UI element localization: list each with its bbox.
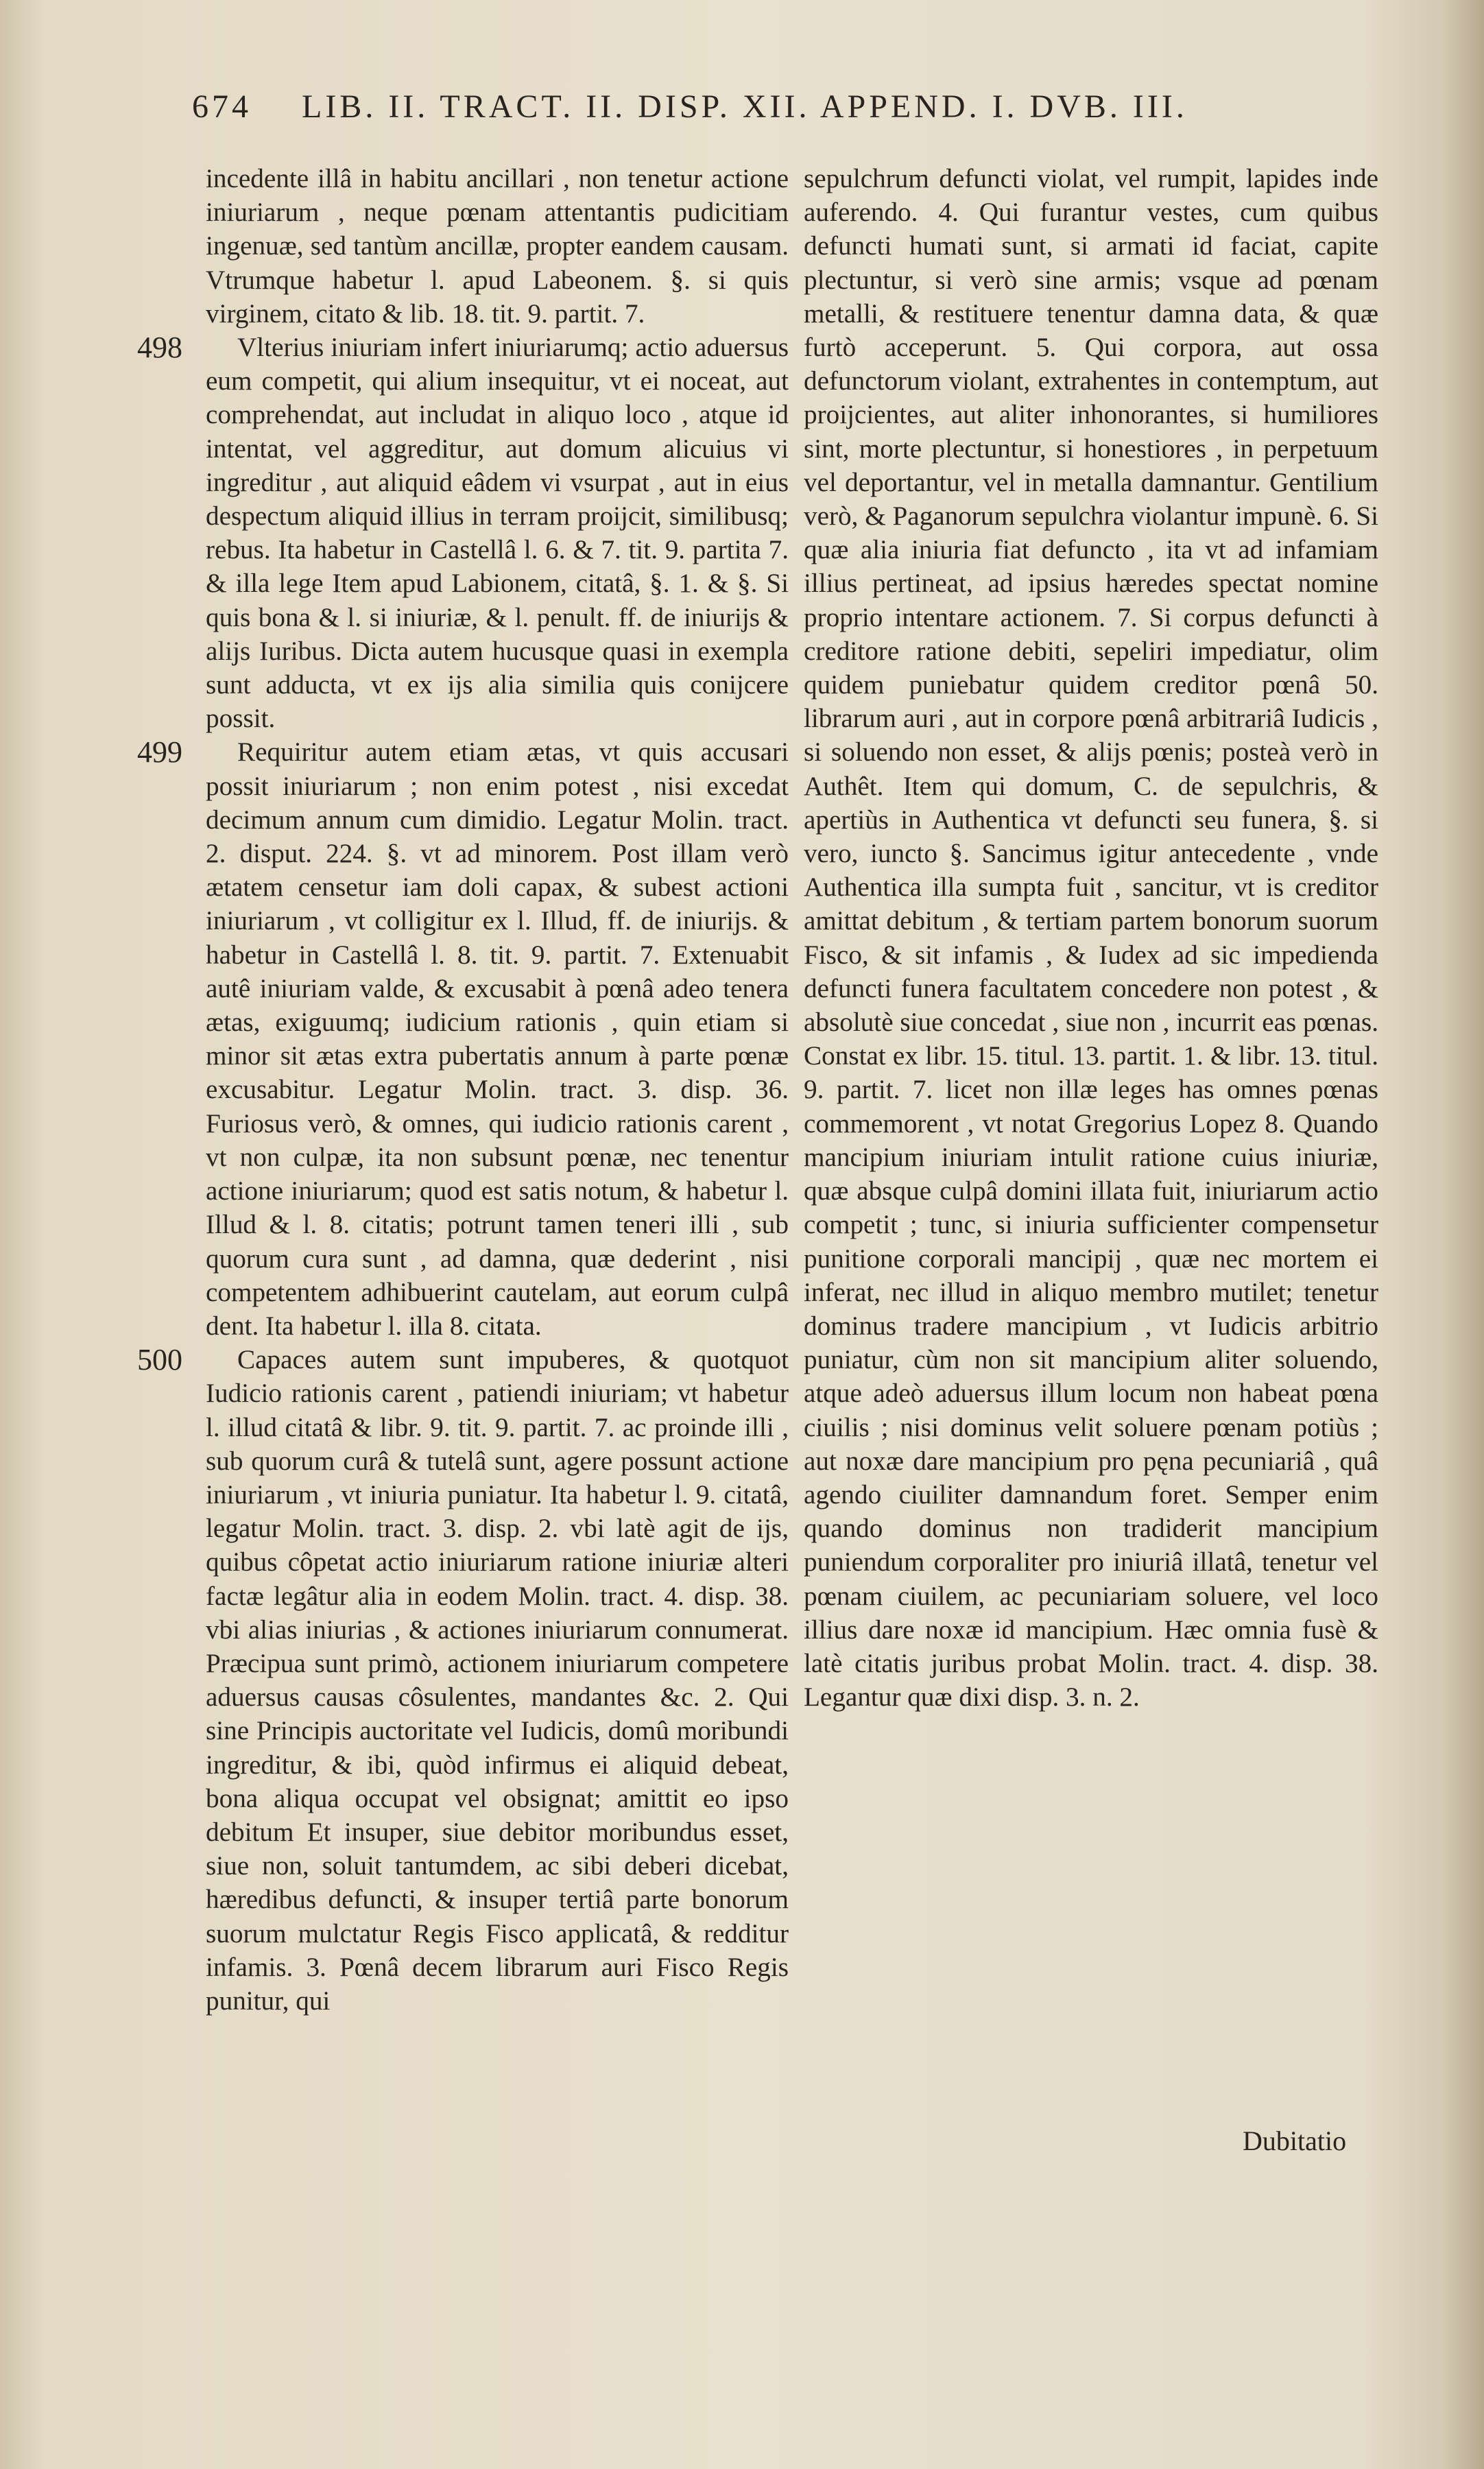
running-title: LIB. II. TRACT. II. DISP. XII. APPEND. I. DVB. III.: [302, 88, 1188, 125]
paragraph-continuation: [206, 162, 789, 331]
marginal-number: 499: [137, 735, 182, 770]
page-edge-shadow: [1443, 0, 1484, 2469]
paragraph-text: sepulchrum defuncti violat, vel rumpit, lapides inde auferendo. 4. Qui furantur vestes, cum quibus defuncti humati sunt, si armati id faciat, capite plectuntur, si verò sine armis; vsque ad pœnam metalli, & restituere tenentur damna data, & quæ furtò acceperunt. 5. Qui corpora, aut ossa defunctorum violant, extrahentes in contemptum, aut proijcientes, aut aliter inhonorantes, si humiliores sint, morte plectuntur, si honestiores , in perpetuum vel deportantur, vel in metalla damnantur. Gentilium verò, & Paganorum sepulchra violantur impunè. 6. Si quæ alia iniuria fiat defuncto , ita vt ad infamiam illius pertineat, ad ipsius hæredes spectat nomine proprio intentare actionem. 7. Si corpus defuncti à creditore ratione debiti, sepeliri impediatur, olim quidem puniebatur quidem creditor pœnâ 50. librarum auri , aut in corpore pœnâ arbitrariâ Iudicis , si soluendo non esset, & alijs pœnis; posteà verò in Authêt. Item qui domum, C. de sepulchris, & apertiùs in Authentica vt defuncti seu funera, §. si vero, iuncto §. Sancimus igitur antecedente , vnde Authentica illa sumpta fuit , sancitur, vt is creditor amittat debitum , & tertiam partem bonorum suorum Fisco, & sit infamis , & Iudex ad sic impedienda defuncti funera facultatem concedere non potest , & absolutè siue concedat , siue non , incurrit eas pœnas. Constat ex libr. 15. titul. 13. partit. 1. & libr. 13. titul. 9. partit. 7. licet non illæ leges has omnes pœnas commemorent , vt notat Gregorius Lopez 8. Quando mancipium iniuriam intulit ratione cuius iniuriæ, quæ absque culpâ domini illata fuit, iniuriarum actio competit ; tunc, si iniuria sufficienter compensetur punitione corporali mancipij , quæ nec mortem ei inferat, nec illud in aliquo membro mutilet; tenetur dominus tradere mancipium , vt Iudicis arbitrio puniatur, cùm non sit mancipium aliter soluendo, atque adeò aduersus illum locum non habeat pœna ciuilis ; nisi dominus velit soluere pœnam potiùs ; aut noxæ dare mancipium pro pęna pecuniariâ , quâ agendo ciuiliter damnandum foret. Semper enim quando dominus non tradiderit mancipium puniendum corporaliter pro iniuriâ illatâ, tenetur vel pœnam ciuilem, ac pecuniariam soluere, vel loco illius dare noxæ id mancipium. Hæc omnia fusè & latè citatis juribus probat Molin. tract. 4. disp. 38. Legantur quæ dixi disp. 3. n. 2.: [804, 164, 1379, 1713]
catchword: Dubitatio: [1243, 2125, 1347, 2156]
paragraph-text: Capaces autem sunt impuberes, & quotquot Iudicio rationis carent , patiendi iniuriam; vt habetur l. illud citatâ & libr. 9. tit. 9. partit. 7. ac proinde illi , sub quorum curâ & tutelâ sunt, agere possunt actione iniuriarum , vt iniuria puniatur. Ita habetur l. 9. citatâ, legatur Molin. tract. 3. disp. 2. vbi latè agit de ijs, quibus côpetat actio iniuriarum ratione iniuriæ alteri factæ legâtur alia in eodem Molin. tract. 4. disp. 38. vbi alias iniurias , & actiones iniuriarum connumerat. Præcipua sunt primò, actionem iniuriarum competere aduersus causas côsulentes, mandantes &c. 2. Qui sine Principis auctoritate vel Iudicis, domû moribundi ingreditur, & ibi, quòd infirmus ei aliquid debeat, bona aliqua occupat vel obsignat; amittit eo ipso debitum Et insuper, siue debitor moribundus esset, siue non, soluit tantumdem, ac sibi deberi dicebat, hæredibus defuncti, & insuper tertiâ parte bonorum suorum mulctatur Regis Fisco applicatâ, & redditur infamis. 3. Pœnâ decem librarum auri Fisco Regis punitur, qui: [206, 1345, 789, 2016]
page-number: 674: [192, 88, 252, 125]
paragraph-text: incedente illâ in habitu ancillari , non tenetur actione iniuriarum , neque pœnam attentantis pudicitiam ingenuæ, sed tantùm ancillæ, propter eandem causam. Vtrumque habetur l. apud Labeonem. §. si quis virginem, citato & lib. 18. tit. 9. partit. 7.: [206, 164, 789, 329]
paragraph-500: [137, 1343, 789, 2018]
marginal-number: 500: [137, 1343, 182, 1377]
marginal-number: 498: [137, 331, 182, 365]
paragraph-499: [137, 735, 789, 1343]
right-column: [804, 162, 1378, 1714]
paragraph-continuation: [804, 162, 1378, 1714]
paragraph-text: Vlterius iniuriam infert iniuriarumq; actio aduersus eum competit, qui alium insequitur, vt ei noceat, aut comprehendat, aut includat in aliquo loco , atque id intentat, vel aggreditur, aut domum alicuius vi ingreditur , aut aliquid eâdem vi vsurpat , aut in eius despectum aliquid illius in terram proijcit, similibusq; rebus. Ita habetur in Castellâ l. 6. & 7. tit. 9. partita 7. & illa lege Item apud Labionem, citatâ, §. 1. & §. Si quis bona & l. si iniuriæ, & l. penult. ff. de iniurijs & alijs Iuribus. Dicta autem hucusque quasi in exempla sunt adducta, vt ex ijs alia similia quis conijcere possit.: [206, 333, 789, 734]
left-column: [137, 162, 789, 2018]
paragraph-498: [137, 331, 789, 735]
paragraph-text: Requiritur autem etiam ætas, vt quis accusari possit iniuriarum ; non enim potest , nisi excedat decimum annum cum dimidio. Legatur Molin. tract. 2. disput. 224. §. vt ad minorem. Post illam verò ætatem censetur iam doli capax, & subest actioni iniuriarum , vt colligitur ex l. Illud, ff. de iniurijs. & habetur in Castellâ l. 8. tit. 9. partit. 7. Extenuabit autê iniuriam valde, & excusabit à pœnâ adeo tenera ætas, exiguumq; iudicium rationis , quin etiam si minor sit ætas extra pubertatis annum à parte pœnæ excusabitur. Legatur Molin. tract. 3. disp. 36. Furiosus verò, & omnes, qui iudicio rationis carent , vt non culpæ, ita non subsunt pœnæ, nec tenentur actione iniuriarum; quod est satis notum, & habetur l. Illud & l. 8. citatis; potrunt tamen teneri illi , sub quorum cura sunt , ad damna, quæ dederint , nisi competentem adhibuerint cautelam, aut eorum culpâ dent. Ita habetur l. illa 8. citata.: [206, 737, 789, 1341]
running-header: [192, 88, 1289, 136]
